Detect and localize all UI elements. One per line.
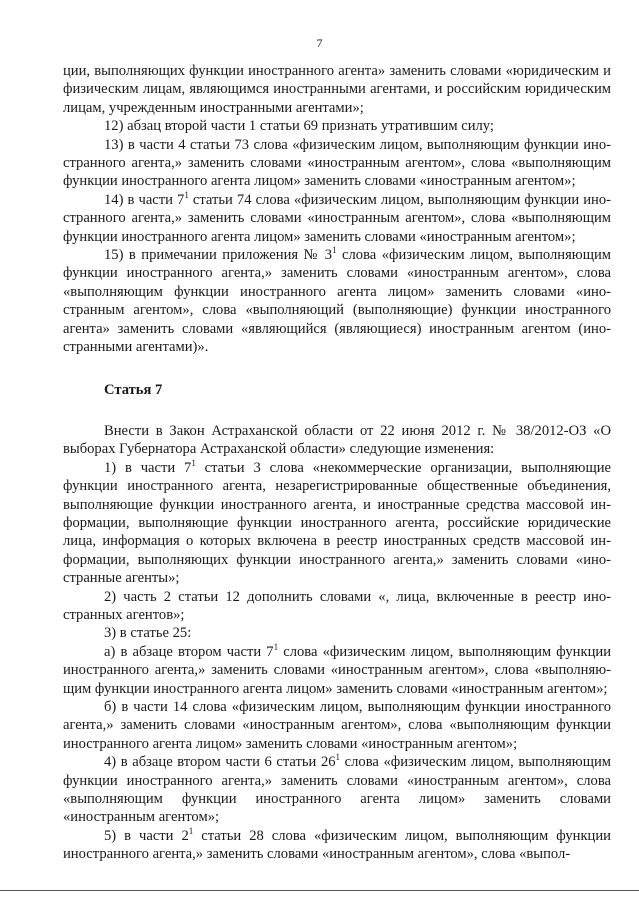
paragraph xyxy=(63,643,611,698)
paragraph-text: а) в абзаце втором части 7 xyxy=(104,643,274,660)
paragraph: 3) в статье 25: xyxy=(104,625,192,642)
paragraph xyxy=(63,827,611,864)
superscript-index: 1 xyxy=(273,641,279,652)
paragraph-text: статьи 28 слова «физическим лицом, выполняющим функции иностранного агента,» заменить словами «иностранным агентом», слова «выпол- xyxy=(63,827,611,863)
paragraph-text: 15) в примечании приложения № 3 xyxy=(104,247,333,264)
paragraph-text: статьи 3 слова «некоммерческие организации, выполняющие функции иностранного агента, незарегистрированные общественные объединения, выполняющие функции иностранного агента, и иностранные средства массовой информации, выполняющие функции иностранного агента, российские юридические лица, информация о которых включена в реестр иностранных средств массовой информации, выполняющих функции иностранного агента,» заменить словами «иностранные агенты»; xyxy=(63,459,611,587)
paragraph-text: слова «физическим лицом, выполняющим функции иностранного агента,» заменить словами «иностранным агентом», слова «выполняющим функции иностранного агента лицом» заменить словами «иностранным агентом», слова «выполняющий (выполняющие) функции иностранного агента» заменить словами «являющийся (являющиеся) иностранным агентом (иностранными агентами)». xyxy=(63,247,611,356)
paragraph-text: 14) в части 7 xyxy=(104,191,185,208)
page-number: 7 xyxy=(316,36,323,50)
paragraph-text: статьи 74 слова «физическим лицом, выполняющим функции иностранного агента,» заменить словами «иностранным агентом», слова «выполняющим функции иностранного агента лицом» заменить словами «иностранным агентом»; xyxy=(63,191,611,245)
paragraph: Внести в Закон Астраханской области от 22 июня 2012 г. № 38/2012-ОЗ «О выборах Губернатора Астраханской области» следующие изменения: xyxy=(63,422,611,458)
paragraph xyxy=(63,246,611,356)
paragraph-text: слова «физическим лицом, выполняющим функции иностранного агента,» заменить словами «иностранным агентом», слова «выполняющим функции иностранного агента лицом» заменить словами «иностранным агентом»; xyxy=(63,754,611,826)
paragraph xyxy=(63,753,611,827)
superscript-index: 1 xyxy=(188,825,194,836)
superscript-index: 1 xyxy=(332,245,337,256)
superscript-index: 1 xyxy=(184,189,189,200)
paragraph-text: 5) в части 2 xyxy=(104,827,189,844)
paragraph: 12) абзац второй части 1 статьи 69 признать утратившим силу; xyxy=(104,118,494,135)
superscript-index: 1 xyxy=(335,752,341,763)
paragraph-text: 4) в абзаце втором части 6 статьи 26 xyxy=(104,754,336,771)
article-7-body xyxy=(63,422,611,864)
paragraph: б) в части 14 слова «физическим лицом, выполняющим функции иностранного агента,» заменить словами «иностранным агентом», слова «выполняющим функции иностранного агента лицом» заменить словами «иностранным агентом»; xyxy=(63,699,611,752)
article-heading: Статья 7 xyxy=(104,381,163,398)
superscript-index: 1 xyxy=(191,457,196,468)
amendments-continued xyxy=(63,62,611,357)
page-bottom-rule xyxy=(0,890,639,891)
paragraph xyxy=(63,459,611,588)
paragraph: 2) часть 2 статьи 12 дополнить словами «, лица, включенные в реестр иностранных агентов»; xyxy=(63,588,611,623)
paragraph xyxy=(63,191,611,246)
document-body xyxy=(63,62,611,864)
paragraph-text: 1) в части 7 xyxy=(104,459,192,476)
paragraph: 13) в части 4 статьи 73 слова «физическим лицом, выполняющим функции иностранного агента,» заменить словами «иностранным агентом», слова «выполняющим функции иностранного агента лицом» заменить словами «иностранным агентом»; xyxy=(63,136,611,190)
paragraph-text: слова «физическим лицом, выполняющим функции иностранного агента,» заменить словами «иностранным агентом», слова «выполняющим функции иностранного агента лицом» заменить словами «иностранным агентом»; xyxy=(63,643,611,697)
paragraph: ции, выполняющих функции иностранного агента» заменить словами «юридическим и физическим лицам, являющимся иностранными агентами, и российским юридическим лицам, учрежденным иностранными агентами»; xyxy=(63,63,611,116)
